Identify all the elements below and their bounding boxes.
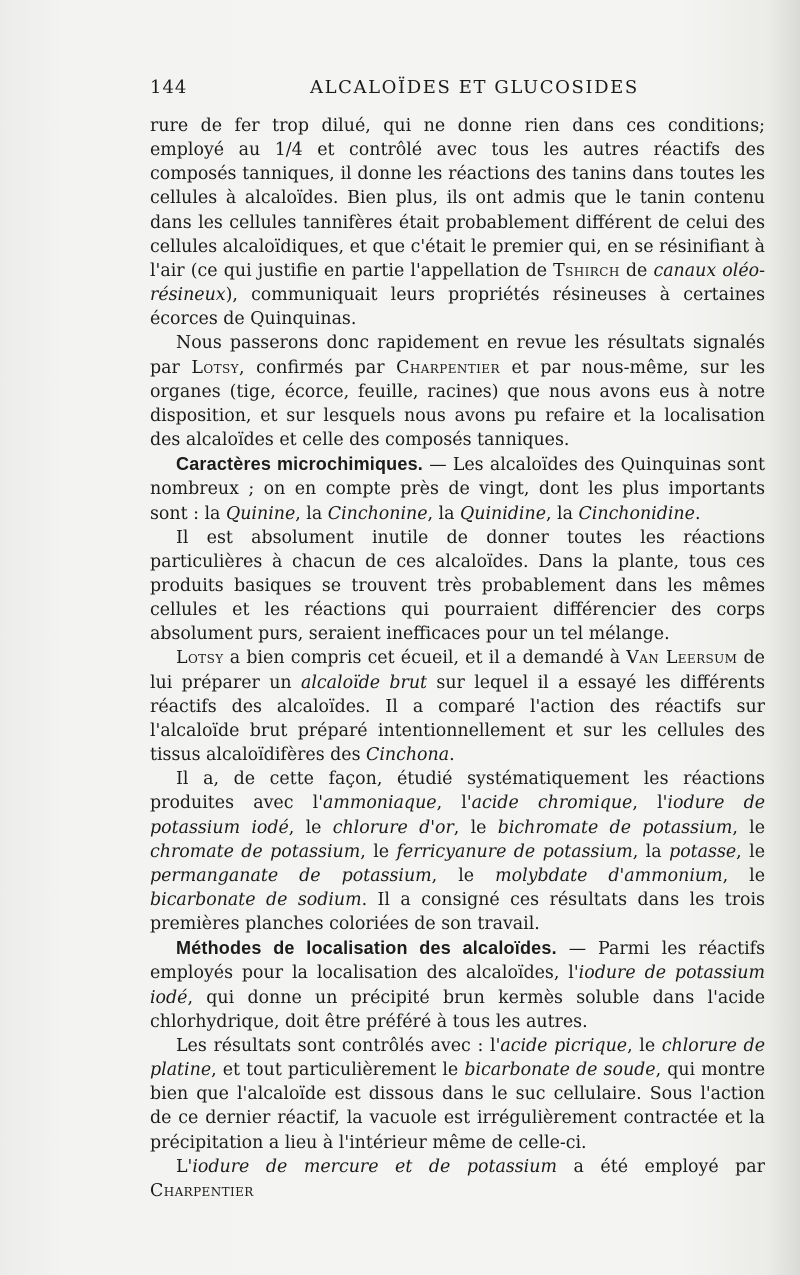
paragraph-7: Méthodes de localisation des alcaloïdes. — Parmi les réactifs employés pour la localisation des alcaloïdes, l'iodure de potassium iodé, qui donne un précipité brun kermès soluble dans l'acide chlorhydrique, doit être préféré à tous les autres. [150, 938, 766, 1032]
paragraph-6: Il a, de cette façon, étudié systématiquement les réactions produites avec l'ammoniaque, l'acide chromique, l'iodure de potassium iodé, le chlorure d'or, le bichromate de potassium, le chromate de potassium, le ferricyanure de potassium, la potasse, le permanganate de potassium, le molybdate d'ammonium, le bicarbonate de sodium. Il a consigné ces résultats dans les trois premières planches coloriées de son travail. [150, 769, 766, 935]
section-heading-methodes: Méthodes de localisation des alcaloïdes. [176, 938, 557, 959]
paragraph-4: Il est absolument inutile de donner toutes les réactions particulières à chacun de ces alcaloïdes. Dans la plante, tous ces produits basiques se trouvent très probablement dans les mêmes cellules et les réactions qui pourraient différencier des corps absolument purs, seraient inefficaces pour un tel mélange. [150, 527, 765, 645]
author-name: Charpentier [150, 1180, 254, 1201]
italic-term: canaux oléo-résineux [150, 260, 765, 306]
section-heading-microchimiques: Caractères microchimiques. [176, 454, 424, 475]
body-text [150, 114, 765, 1203]
paragraph-8: Les résultats sont contrôlés avec : l'acide picrique, le chlorure de platine, et tout particulièrement le bicarbonate de soude, qui montre bien que l'alcaloïde est dissous dans le suc cellulaire. Sous l'action de ce dernier réactif, la vacuole est irrégulièrement contractée et la précipitation a lieu à l'intérieur même de celle-ci. [150, 1035, 765, 1153]
page-header [150, 77, 767, 101]
paragraph-3: Caractères microchimiques. — Les alcaloïdes des Quinquinas sont nombreux ; on en compte près de vingt, dont les plus importants sont : la Quinine, la Cinchonine, la Quinidine, la Cinchonidine. [150, 454, 766, 524]
author-name: Charpentier [396, 357, 500, 378]
running-title: ALCALOÏDES ET GLUCOSIDES [310, 77, 639, 98]
paragraph-2: Nous passerons donc rapidement en revue les résultats signalés par Lotsy, confirmés par Charpentier et par nous-même, sur les organes (tige, écorce, feuille, racines) que nous avons eus à notre disposition, et sur lesquels nous avons pu refaire et la localisation des alcaloïdes et celle des composés tanniques. [150, 333, 765, 451]
author-name: Lotsy [191, 357, 239, 378]
author-name: Tshirch [553, 260, 620, 281]
paragraph-5: Lotsy a bien compris cet écueil, et il a demandé à Van Leersum de lui préparer un alcaloïde brut sur lequel il a essayé les différents réactifs des alcaloïdes. Il a comparé l'action des réactifs sur l'alcaloïde brut préparé intentionnellement et sur les cellules des tissus alcaloïdifères des Cinchona. [150, 648, 765, 766]
author-name: Van Leersum [626, 648, 738, 669]
page-number: 144 [150, 77, 188, 98]
paragraph-1: rure de fer trop dilué, qui ne donne rien dans ces conditions; employé au 1/4 et contrôlé avec tous les autres réactifs des composés tanniques, il donne les réactions des tanins dans toutes les cellules à alcaloïdes. Bien plus, ils ont admis que le tanin contenu dans les cellules tannifères était probablement différent de celui des cellules alcaloïdiques, et que c'était le premier qui, en se résinifiant à l'air (ce qui justifie en partie l'appellation de Tshirch de canaux oléo-résineux), communiquait leurs propriétés résineuses à certaines écorces de Quinquinas. [150, 116, 765, 330]
paragraph-9: L'iodure de mercure et de potassium a été employé par Charpentier [150, 1156, 765, 1201]
author-name: Lotsy [176, 648, 224, 669]
